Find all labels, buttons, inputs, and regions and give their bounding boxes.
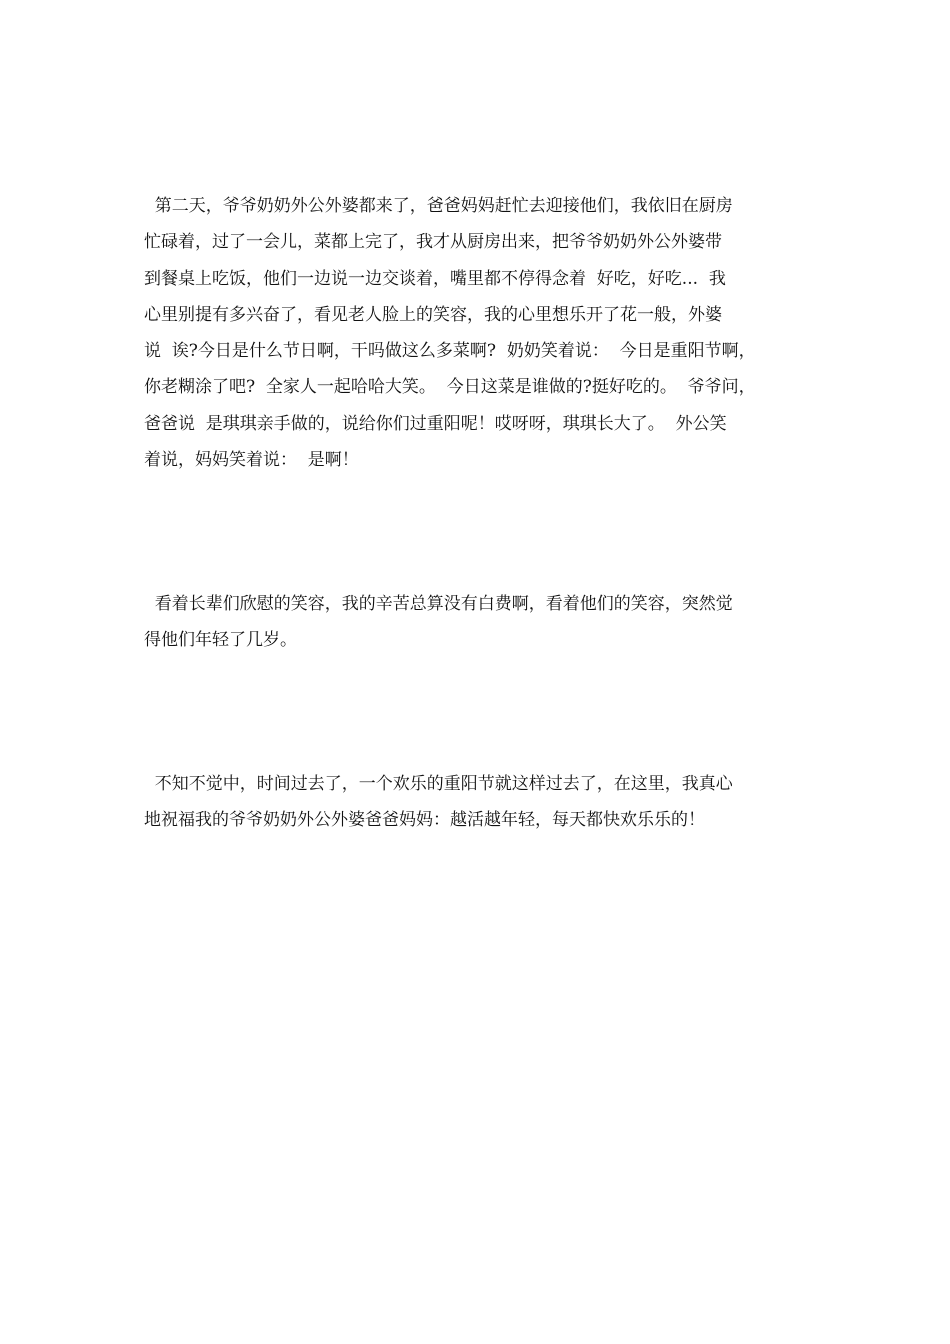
text-line: 你老糊涂了吧? 全家人一起哈哈大笑。 今日这菜是谁做的?挺好吃的。 爷爷问， — [144, 377, 756, 398]
paragraph-elders-smiles — [144, 586, 824, 659]
paragraph-chongyang-dinner — [144, 188, 824, 478]
text-line: 着说，妈妈笑着说： 是啊！ — [144, 450, 359, 471]
paragraph-blessing — [144, 766, 824, 839]
text-line: 地祝福我的爷爷奶奶外公外婆爸爸妈妈：越活越年轻，每天都快欢乐乐的！ — [144, 810, 705, 831]
text-line: 看着长辈们欣慰的笑容，我的辛苦总算没有白费啊，看着他们的笑容，突然觉 — [144, 594, 733, 614]
text-line: 不知不觉中，时间过去了，一个欢乐的重阳节就这样过去了，在这里，我真心 — [144, 774, 733, 794]
text-line: 到餐桌上吃饭，他们一边说一边交谈着，嘴里都不停得念着 好吃，好吃... 我 — [144, 268, 726, 289]
text-line: 第二天，爷爷奶奶外公外婆都来了，爸爸妈妈赶忙去迎接他们，我依旧在厨房 — [144, 196, 733, 216]
text-line: 说 诶?今日是什么节日啊，干吗做这么多菜啊? 奶奶笑着说： 今日是重阳节啊， — [144, 341, 756, 362]
text-line: 忙碌着，过了一会儿，菜都上完了，我才从厨房出来，把爷爷奶奶外公外婆带 — [144, 232, 722, 253]
text-line: 爸爸说 是琪琪亲手做的，说给你们过重阳呢！哎呀呀，琪琪长大了。 外公笑 — [144, 413, 727, 434]
text-line: 得他们年轻了几岁。 — [144, 630, 297, 651]
text-line: 心里别提有多兴奋了，看见老人脸上的笑容，我的心里想乐开了花一般，外婆 — [144, 304, 722, 325]
